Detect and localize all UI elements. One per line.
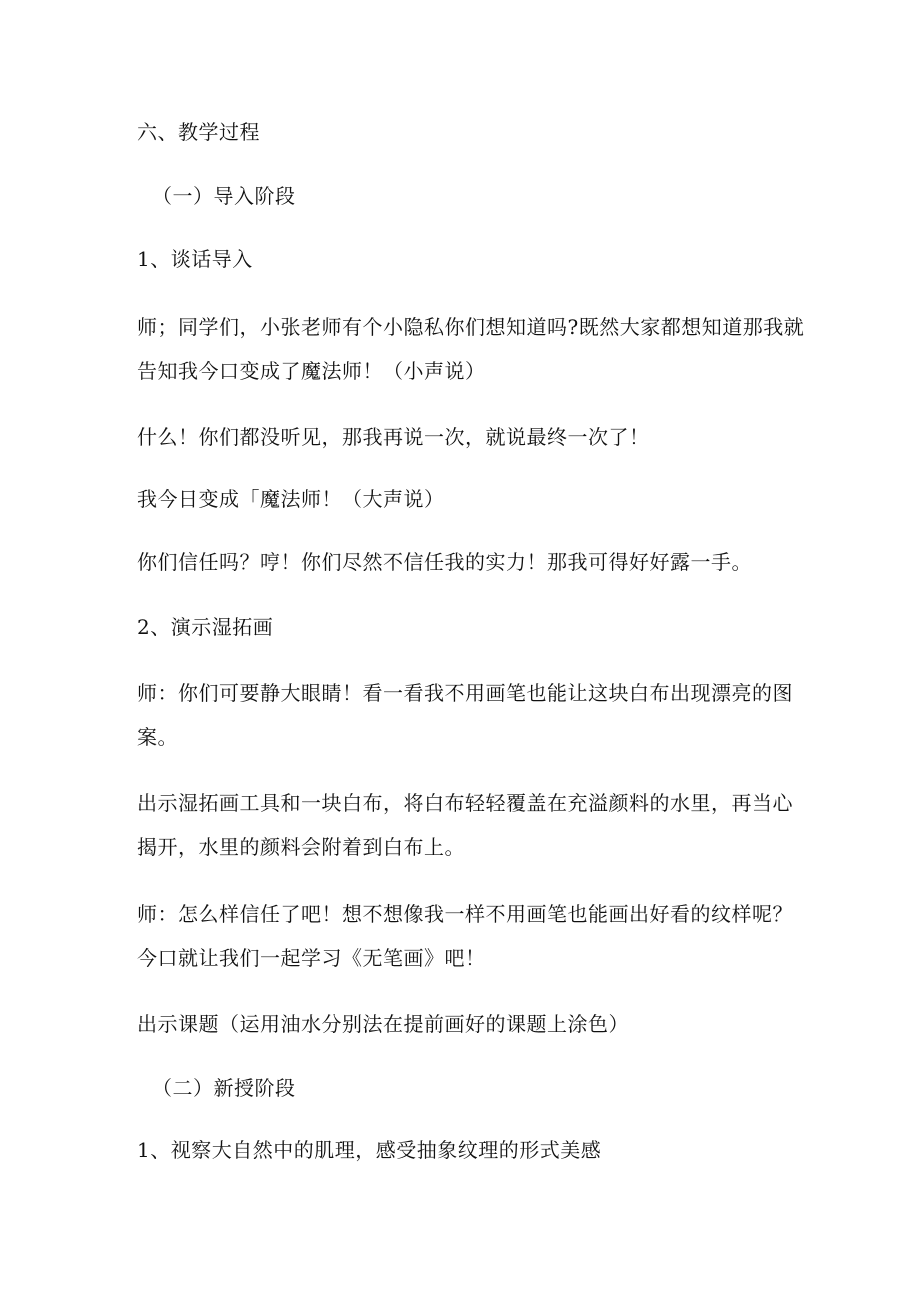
item-heading-wet-rubbing-demo: 2、演示湿拓画 xyxy=(137,615,274,639)
paragraph-line: 出示课题（运用油水分别法在提前画好的课题上涂色） xyxy=(137,1012,629,1036)
paragraph-line: 告知我今口变成了魔法师！（小声说） xyxy=(137,359,486,383)
subsection-heading-new-lesson: （二）新授阶段 xyxy=(152,1076,296,1100)
paragraph-line: 师：你们可要静大眼睛！看一看我不用画笔也能让这块白布出现漂亮的图 xyxy=(137,681,793,705)
paragraph-line: 师；同学们，小张老师有个小隐私你们想知道吗?既然大家都想知道那我就 xyxy=(137,315,805,339)
paragraph-line: 案。 xyxy=(137,725,178,749)
paragraph-line: 什么！你们都没听见，那我再说一次，就说最终一次了！ xyxy=(137,425,650,449)
paragraph-line: 今口就让我们一起学习《无笔画》吧！ xyxy=(137,946,486,970)
item-heading-observe-textures: 1、视察大自然中的肌理，感受抽象纹理的形式美感 xyxy=(137,1138,602,1162)
paragraph-line: 师：怎么样信任了吧！想不想像我一样不用画笔也能画出好看的纹样呢？ xyxy=(137,902,793,926)
paragraph-line: 你们信任吗？哼！你们尽然不信任我的实力！那我可得好好露一手。 xyxy=(137,550,752,574)
paragraph-line: 揭开，水里的颜料会附着到白布上。 xyxy=(137,835,465,859)
item-heading-talk-intro: 1、谈话导入 xyxy=(137,247,253,271)
section-heading-teaching-process: 六、教学过程 xyxy=(137,120,260,144)
paragraph-line: 出示湿拓画工具和一块白布，将白布轻轻覆盖在充溢颜料的水里，再当心 xyxy=(137,791,793,815)
paragraph-line: 我今日变成「魔法师！（大声说） xyxy=(137,487,445,511)
subsection-heading-introduction: （一）导入阶段 xyxy=(152,184,296,208)
